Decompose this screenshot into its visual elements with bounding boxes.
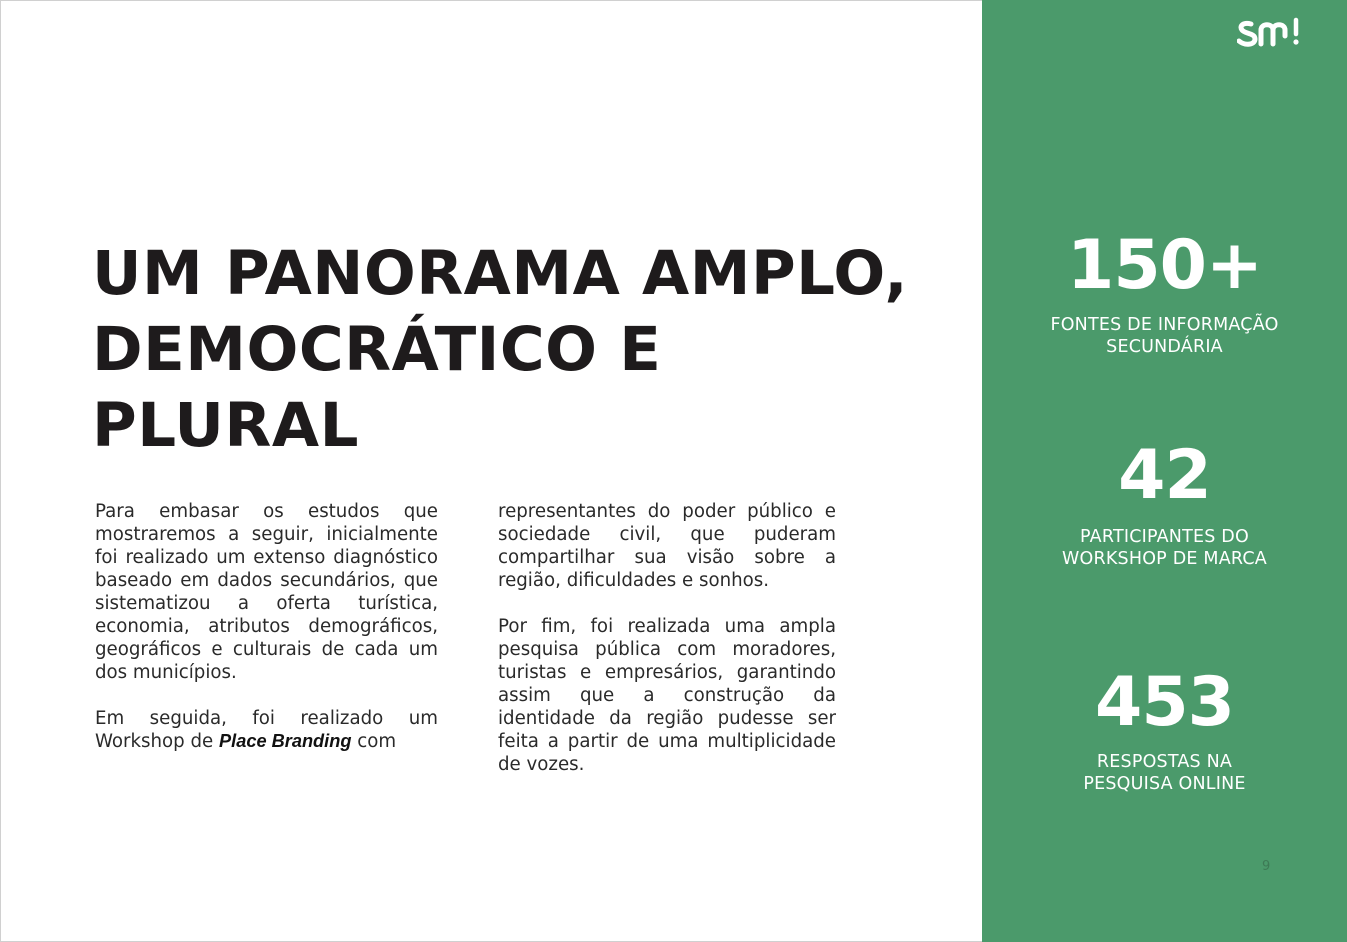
stat-number: 453 <box>1095 663 1234 742</box>
title-line-3: PLURAL <box>92 390 359 461</box>
body-column-right <box>498 500 836 799</box>
stat-number: 42 <box>1118 436 1211 515</box>
page-title <box>92 236 952 464</box>
stat-number: 150+ <box>1067 226 1262 305</box>
sm-brand-logo-icon <box>1237 14 1303 54</box>
body-paragraph: Para embasar os estudos que mostraremos a seguir, inicialmente foi realizado um extenso diagnóstico baseado em dados secundários, que sistematizou a oferta turística, economia, atributos demográficos, geográficos e culturais de cada um dos municípios. <box>95 501 438 683</box>
stat-label: RESPOSTAS NA PESQUISA ONLINE <box>1083 752 1246 794</box>
body-paragraph: representantes do poder público e sociedade civil, que puderam compartilhar sua visão sobre a região, dificuldades e sonhos. <box>498 501 836 591</box>
stat-label: PARTICIPANTES DO WORKSHOP DE MARCA <box>1062 527 1267 569</box>
body-paragraph <box>95 707 438 753</box>
stat-workshop-participants <box>982 438 1347 570</box>
body-text: com <box>351 731 397 752</box>
body-column-left <box>95 500 438 776</box>
page-number: 9 <box>1262 859 1271 874</box>
stats-sidebar <box>982 0 1347 942</box>
stat-survey-responses <box>982 665 1347 795</box>
title-line-2: DEMOCRÁTICO E <box>92 314 662 385</box>
stat-secondary-sources <box>982 228 1347 358</box>
body-paragraph: Por fim, foi realizada uma ampla pesquisa pública com moradores, turistas e empresários, garantindo assim que a construção da identidade da região pudesse ser feita a partir de uma multiplicidade de vozes. <box>498 616 836 775</box>
body-text: Em seguida, foi realizado um Workshop de <box>95 708 438 752</box>
place-branding-emphasis: Place Branding <box>219 731 352 751</box>
stat-label: FONTES DE INFORMAÇÃO SECUNDÁRIA <box>1050 315 1279 357</box>
title-line-1: UM PANORAMA AMPLO, <box>92 238 909 309</box>
